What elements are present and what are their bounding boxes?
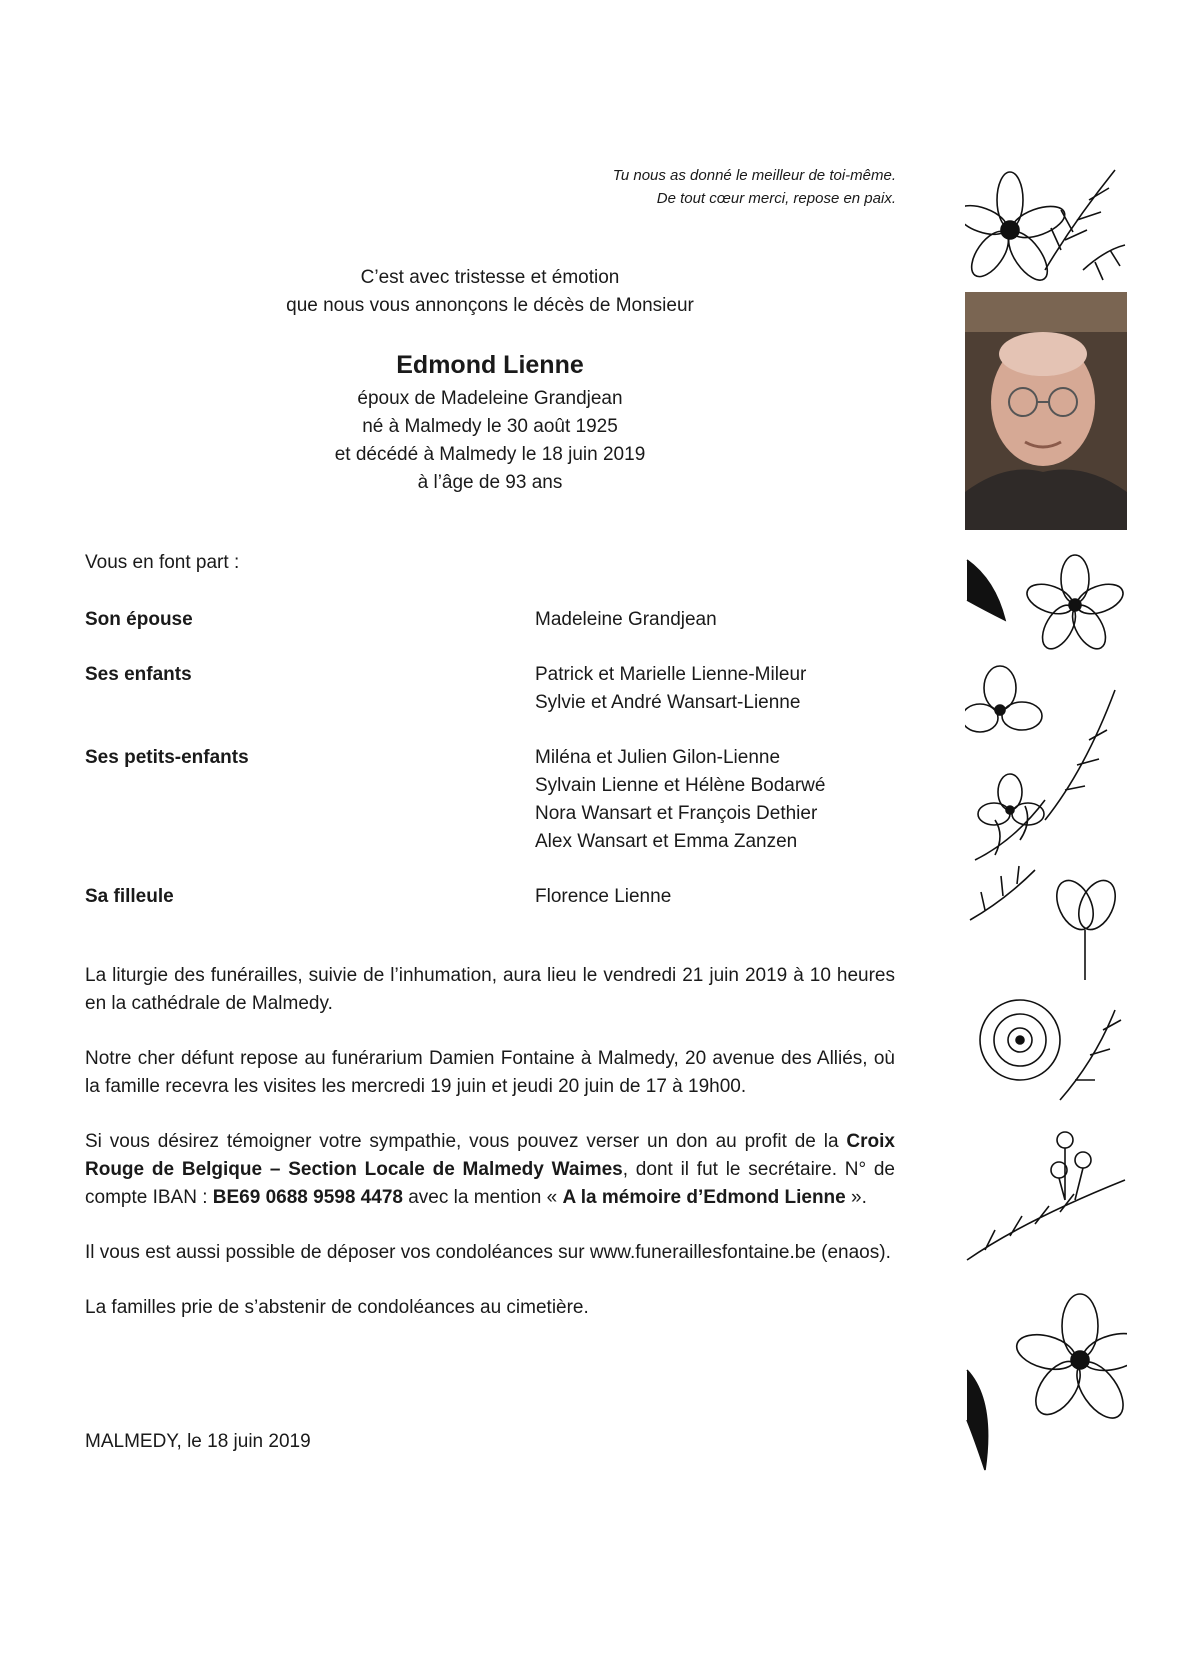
age-line: à l’âge de 93 ans [417, 472, 563, 493]
portrait-photo [965, 292, 1127, 530]
family-name: Sylvie et André Wansart-Lienne [535, 692, 801, 713]
spouse-line: époux de Madeleine Grandjean [357, 388, 623, 409]
donation-end: ». [845, 1187, 867, 1208]
donation-middle: , dont il fut le secrétaire. N° de compte IBAN : [85, 1159, 895, 1208]
family-names [535, 606, 717, 634]
floral-border-icon [965, 540, 1127, 1500]
donation-intro: Si vous désirez témoigner votre sympathie, vous pouvez verser un don au profit de la [85, 1131, 839, 1152]
family-row-spouse [85, 606, 895, 634]
cemetery-paragraph: La familles prie de s’abstenir de condoléances au cimetière. [85, 1297, 589, 1318]
intro-line-1: C’est avec tristesse et émotion [360, 267, 620, 288]
family-label: Son épouse [85, 609, 193, 630]
family-names [535, 661, 806, 717]
liturgy-paragraph: La liturgie des funérailles, suivie de l’inhumation, aura lieu le vendredi 21 juin 2019 à 10 heures en la cathédrale de Malmedy. [85, 965, 895, 1014]
floral-drawing-icon [965, 150, 1127, 285]
family-name: Nora Wansart et François Dethier [535, 803, 818, 824]
epigraph [613, 164, 896, 210]
intro [85, 264, 895, 320]
family-names [535, 744, 825, 856]
donation-organization: Croix Rouge de Belgique – Section Locale de Malmedy Waimes [85, 1131, 895, 1180]
rest-paragraph: Notre cher défunt repose au funérarium Damien Fontaine à Malmedy, 20 avenue des Alliés, où la famille recevra les visites les mercredi 19 juin et jeudi 20 juin de 17 à 19h00. [85, 1048, 895, 1097]
donation-mention-intro: avec la mention « [402, 1187, 563, 1208]
family-name: Patrick et Marielle Lienne-Mileur [535, 664, 807, 685]
family-label: Ses petits-enfants [85, 747, 249, 768]
family-name: Sylvain Lienne et Hélène Bodarwé [535, 775, 826, 796]
body-text [85, 962, 895, 1349]
condolences-paragraph: Il vous est aussi possible de déposer vos condoléances sur www.funeraillesfontaine.be (enaos). [85, 1242, 891, 1263]
donation-iban: BE69 0688 9598 4478 [212, 1187, 403, 1208]
family-name: Alex Wansart et Emma Zanzen [535, 831, 798, 852]
family-row-goddaughter [85, 883, 895, 911]
family-row-children [85, 661, 895, 717]
family-name: Miléna et Julien Gilon-Lienne [535, 747, 781, 768]
family-name: Madeleine Grandjean [535, 609, 717, 630]
signoff: MALMEDY, le 18 juin 2019 [85, 1431, 311, 1452]
birth-line: né à Malmedy le 30 août 1925 [362, 416, 618, 437]
donation-paragraph [85, 1128, 895, 1212]
deceased-name: Edmond Lienne [396, 351, 584, 379]
family-row-grandchildren [85, 744, 895, 856]
donation-mention: A la mémoire d’Edmond Lienne [562, 1187, 846, 1208]
family-names [535, 883, 671, 911]
death-line: et décédé à Malmedy le 18 juin 2019 [334, 444, 646, 465]
intro-line-2: que nous vous annonçons le décès de Monsieur [286, 295, 694, 316]
announce-line: Vous en font part : [85, 552, 240, 573]
family-name: Florence Lienne [535, 886, 672, 907]
family-label: Ses enfants [85, 664, 192, 685]
epigraph-line-2: De tout cœur merci, repose en paix. [656, 190, 896, 207]
deceased-details [85, 385, 895, 497]
family-label: Sa filleule [85, 886, 174, 907]
family-list [85, 606, 895, 938]
epigraph-line-1: Tu nous as donné le meilleur de toi-même. [612, 167, 896, 184]
